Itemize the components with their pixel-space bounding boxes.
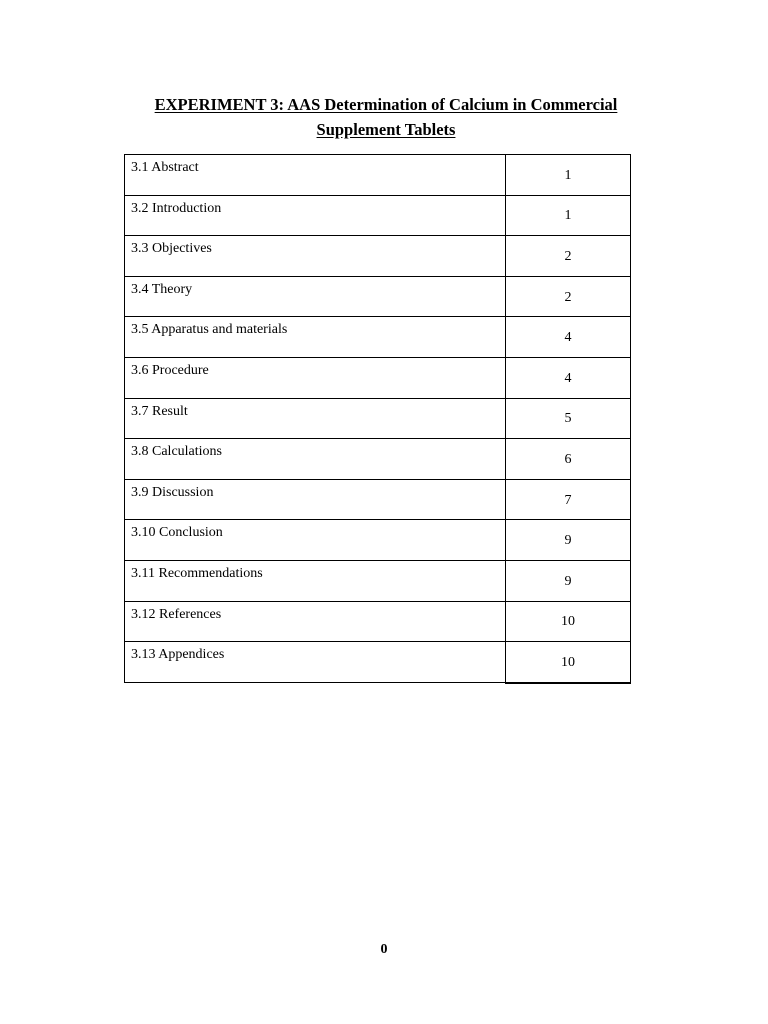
toc-entry-page: 4 [506,317,631,358]
table-of-contents [124,154,631,684]
toc-entry-label: 3.6 Procedure [125,357,506,398]
table-row [125,357,631,398]
toc-entry-page: 9 [506,560,631,601]
document-title [124,92,648,142]
toc-entry-page: 4 [506,357,631,398]
toc-entry-label: 3.12 References [125,601,506,642]
table-row [125,236,631,277]
table-row [125,520,631,561]
toc-entry-label: 3.10 Conclusion [125,520,506,561]
toc-entry-label: 3.7 Result [125,398,506,439]
table-row [125,479,631,520]
document-title-line-2: Supplement Tablets [316,120,456,139]
toc-entry-label: 3.1 Abstract [125,155,506,196]
toc-entry-label: 3.8 Calculations [125,439,506,480]
table-row [125,439,631,480]
toc-entry-page: 10 [506,642,631,683]
toc-entry-page: 2 [506,236,631,277]
toc-entry-page: 9 [506,520,631,561]
toc-entry-page: 5 [506,398,631,439]
toc-entry-label: 3.9 Discussion [125,479,506,520]
document-title-line-1: EXPERIMENT 3: AAS Determination of Calcium in Commercial [154,95,618,114]
toc-entry-label: 3.13 Appendices [125,642,506,683]
toc-entry-label: 3.11 Recommendations [125,560,506,601]
toc-entry-page: 2 [506,276,631,317]
toc-entry-label: 3.2 Introduction [125,195,506,236]
page-number: 0 [380,942,388,957]
table-row [125,560,631,601]
toc-entry-page: 1 [506,155,631,196]
table-row [125,155,631,196]
table-row [125,642,631,683]
table-row [125,601,631,642]
toc-entry-page: 1 [506,195,631,236]
table-row [125,276,631,317]
table-row [125,317,631,358]
toc-entry-label: 3.4 Theory [125,276,506,317]
toc-entry-label: 3.3 Objectives [125,236,506,277]
toc-entry-label: 3.5 Apparatus and materials [125,317,506,358]
table-row [125,195,631,236]
table-row [125,398,631,439]
toc-entry-page: 6 [506,439,631,480]
toc-entry-page: 10 [506,601,631,642]
toc-entry-page: 7 [506,479,631,520]
